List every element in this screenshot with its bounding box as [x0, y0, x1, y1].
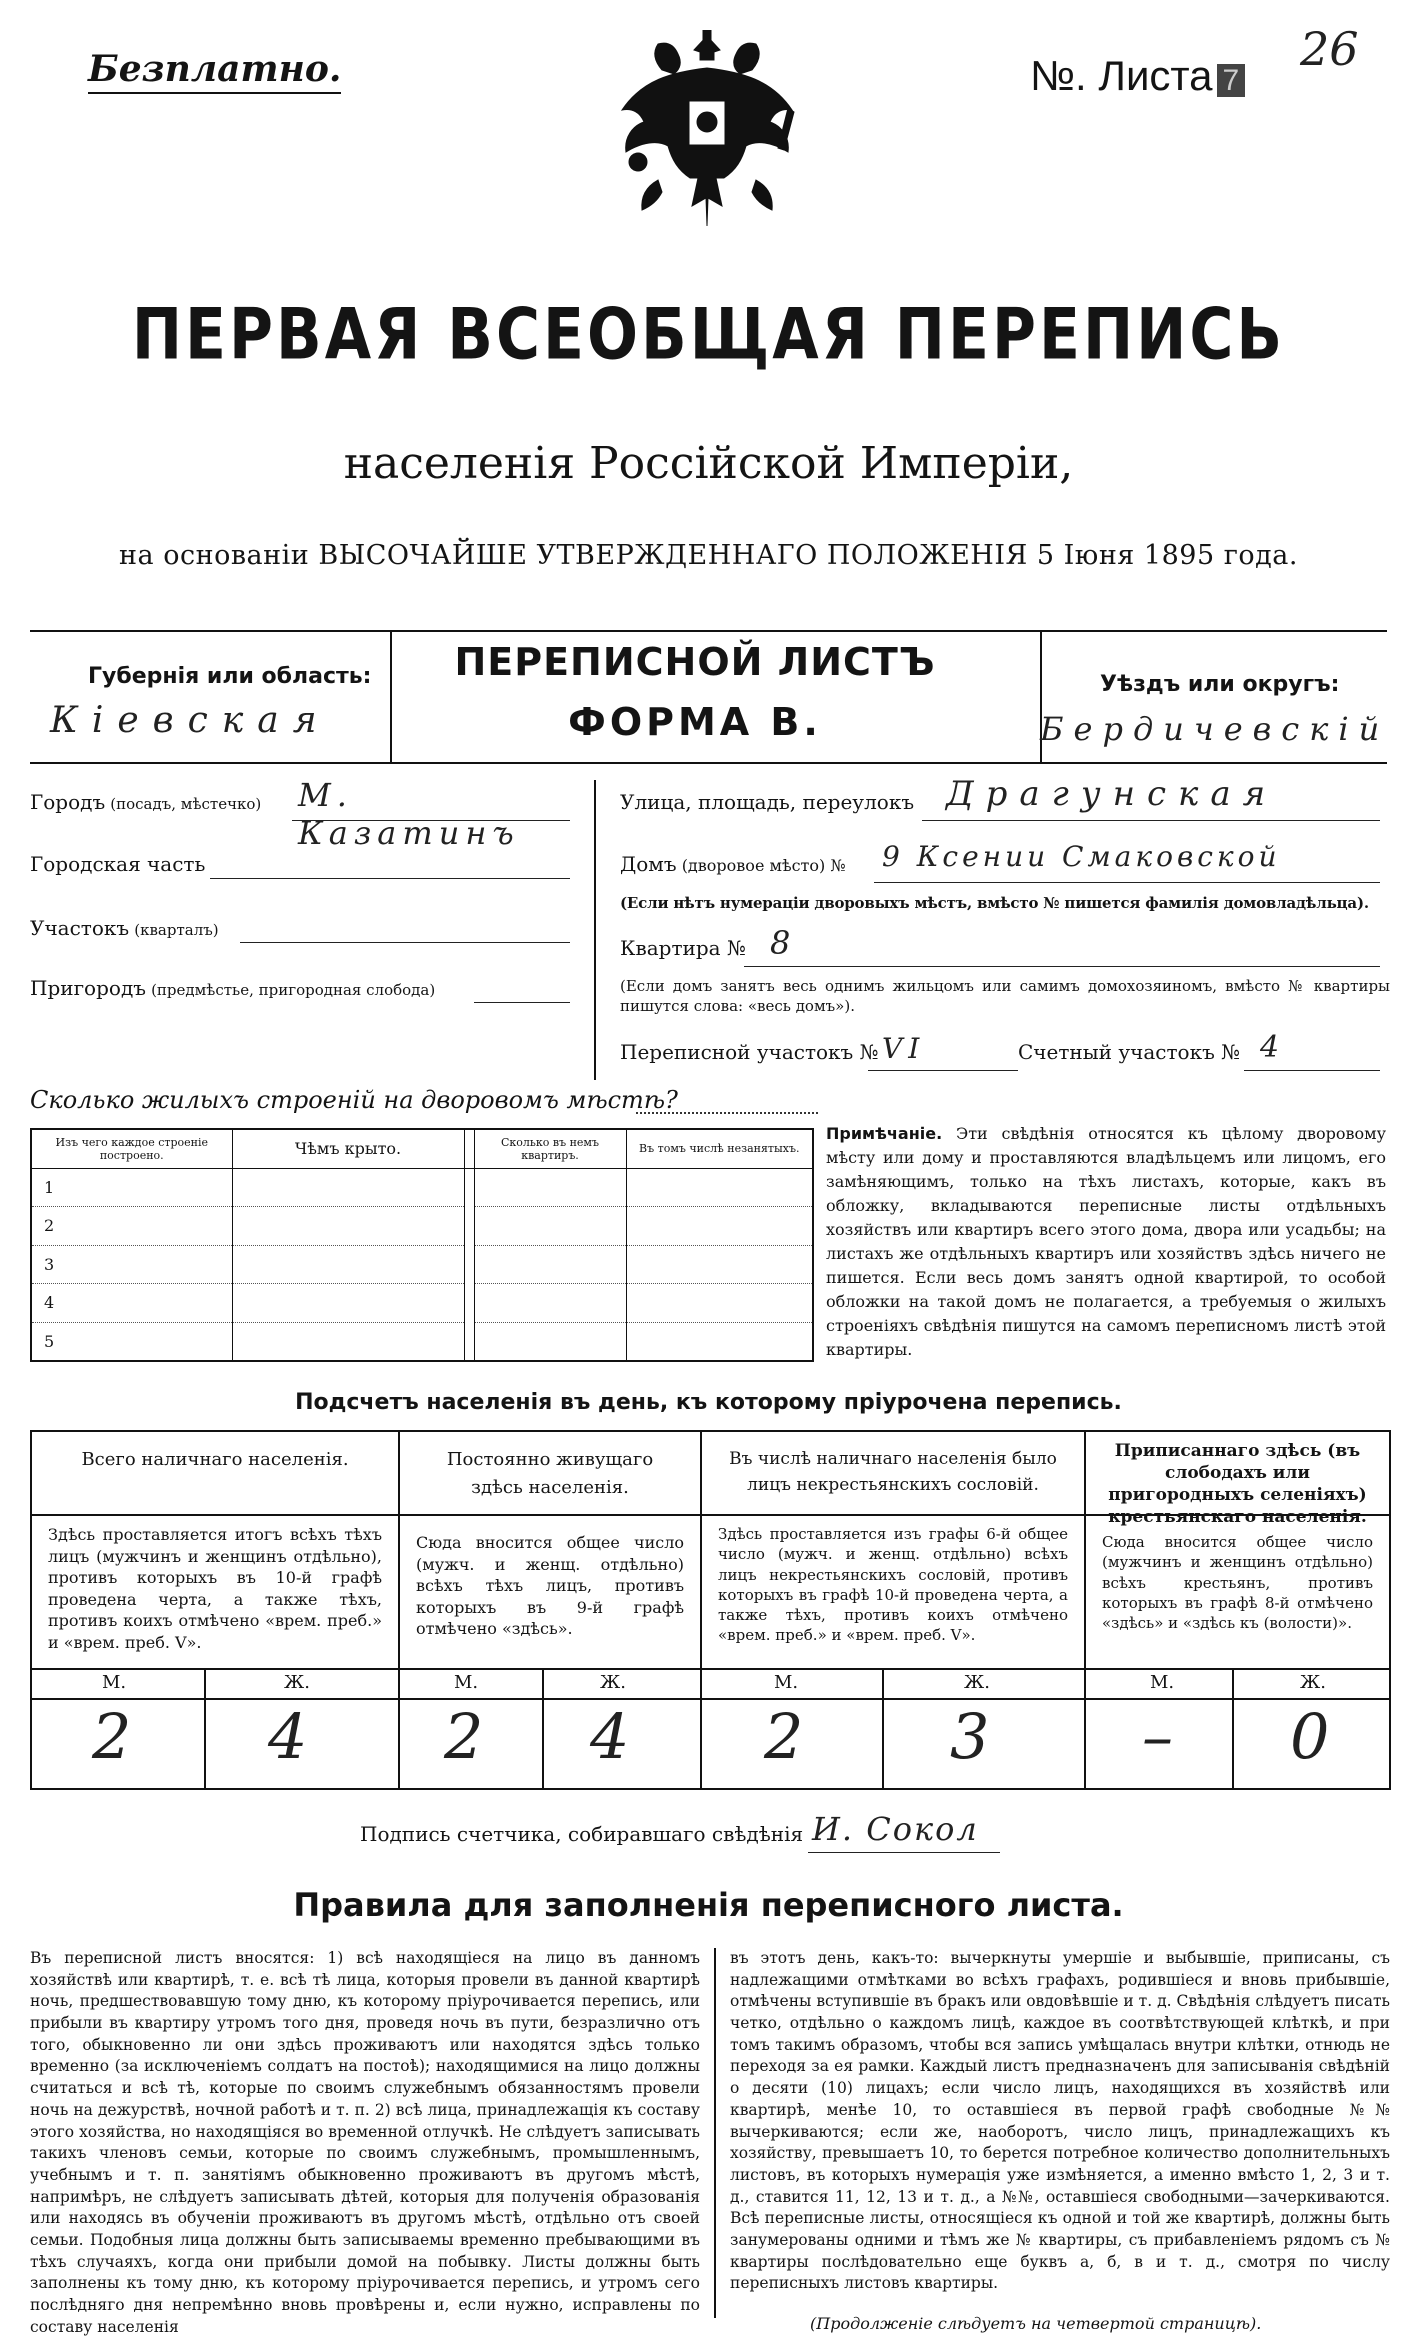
precinct-sub: (кварталъ)	[134, 921, 219, 939]
pop-col-heading: Постоянно живущаго здѣсь населенія.	[446, 1449, 654, 1498]
apt-note: (Если домъ занятъ весь однимъ жильцомъ или самимъ домохозяиномъ, вмѣсто № квартиры пишутся слова: «весь домъ»).	[620, 977, 1390, 1016]
male-label: М.	[774, 1672, 799, 1693]
buildings-note	[826, 1122, 1386, 1362]
female-label: Ж.	[1300, 1672, 1326, 1693]
rules-column-left: Въ переписной листъ вносятся: 1) всѣ находящіеся на лицо въ данномъ хозяйствѣ или квартирѣ, т. е. всѣ тѣ лица, которыя провели въ данной квартирѣ ночь, предшествовавшую тому дню, къ которому пріурочивается перепись, или прибыли въ квартиру утромъ того дня, проведя ночь въ пути, безразлично отъ того, обыкновенно ли они здѣсь проживаютъ или находятся здѣсь только временно (за исключеніемъ солдатъ на постоѣ); находящимися на лицо должны считаться и всѣ тѣ, которые по своимъ служебнымъ обязанностямъ провели ночь на дежурствѣ, ночной работѣ и т. п. 2) всѣ лица, принадлежащія къ составу этого хозяйства, но находящіяся во временной отлучкѣ. Не слѣдуетъ записывать такихъ членовъ семьи, которые по своимъ служебнымъ, промышленнымъ, учебнымъ и т. п. занятіямъ обыкновенно проживаютъ въ другомъ мѣстѣ, напримѣръ, не слѣдуетъ записывать дѣтей, которыя для полученія образованія или находясь въ обученіи проживаютъ въ другомъ мѣстѣ, отдѣльно отъ своей семьи. Подобныя лица должны быть записываемы временно пребывающими въ тѣхъ случаяхъ, когда они прибыли домой на побывку. Листы должны быть заполнены къ тому дню, къ которому пріурочивается перепись, и утромъ сего послѣдняго дня непремѣнно вновь провѣрены и, если нужно, исправлены по составу населенія	[30, 1949, 700, 2336]
male-label: М.	[102, 1672, 127, 1693]
count-section-label: Счетный участокъ №	[1018, 1040, 1241, 1064]
female-label: Ж.	[600, 1672, 626, 1693]
table-row: 1	[32, 1168, 232, 1207]
pop-male-value: 2	[92, 1700, 138, 1773]
signature-value: И. Сокол	[812, 1810, 979, 1848]
street-label: Улица, площадь, переулокъ	[620, 790, 915, 814]
apt-label: Квартира №	[620, 936, 746, 960]
province-value: Кіевская	[50, 700, 331, 741]
suburb-row	[30, 976, 570, 1008]
pop-col-text: Здѣсь проставляется изъ графы 6-й общее число (мужч. и женщ. отдѣльно) всѣхъ лицъ некрестьянскихъ сословій, противъ которыхъ въ графѣ 10-й проведена черта, а также тѣхъ, противъ коихъ отмѣчено «врем. преб.» и «врем. преб. V».	[718, 1525, 1068, 1645]
count-section-value: 4	[1260, 1030, 1286, 1065]
sections-row	[620, 1030, 1380, 1076]
signature-row	[360, 1810, 1000, 1862]
precinct-row	[30, 916, 570, 948]
street-value: Драгунская	[946, 774, 1278, 814]
pop-col-text: Сюда вносится общее число (мужч. и женщ. отдѣльно) всѣхъ тѣхъ лицъ, противъ которыхъ въ 9-й графѣ отмѣчено «здѣсь».	[416, 1533, 684, 1639]
sheet-number-struck: 7	[1217, 64, 1246, 97]
pop-col-heading: Всего наличнаго населенія.	[81, 1449, 349, 1470]
buildings-table	[30, 1128, 814, 1362]
col-roof: Чѣмъ крыто.	[232, 1130, 464, 1168]
house-label: Домъ	[620, 852, 677, 876]
main-title: ПЕРВАЯ ВСЕОБЩАЯ ПЕРЕПИСЬ	[131, 293, 1286, 377]
subtitle: населенія Россійской Имперіи,	[343, 438, 1074, 489]
pop-col-total	[32, 1432, 398, 1788]
table-row: 2	[32, 1207, 232, 1246]
note-text: Эти свѣдѣнія относятся къ цѣлому дворовому мѣсту или дому и проставляются владѣльцемъ или лицомъ, его замѣняющимъ, только на тѣхъ листахъ, которые, какъ въ обложку, вкладываются переписные листы отдѣльныхъ хозяйствъ или квартиръ всего этого дома, двора или усадьбы; на листахъ же отдѣльныхъ квартиръ или хозяйствъ здѣсь ничего не пишется. Если весь домъ занятъ одной квартирой, то особой обложки на такой домъ не полагается, а требуемыя о жилыхъ строеніяхъ свѣдѣнія пишутся на самомъ переписномъ листѣ этой квартиры.	[826, 1124, 1387, 1359]
district-value: Бердичевскій	[1040, 710, 1390, 748]
pop-male-value: –	[1142, 1700, 1179, 1773]
house-row	[620, 840, 1380, 888]
apt-row	[620, 924, 1380, 972]
house-sub: (дворовое мѣсто) №	[681, 856, 846, 875]
pop-col-heading: Приписаннаго здѣсь (въ слободахъ или пригородныхъ селеніяхъ) крестьянскаго населенія.	[1108, 1441, 1367, 1528]
district-label: Уѣздъ или округъ:	[1100, 672, 1340, 697]
pop-female-value: 4	[268, 1700, 314, 1773]
form-name: ФОРМА В.	[568, 700, 822, 744]
pop-female-value: 3	[950, 1700, 996, 1773]
suburb-sub: (предмѣстье, пригородная слобода)	[151, 981, 436, 999]
buildings-question: Сколько жилыхъ строеній на дворовомъ мѣстѣ?	[30, 1086, 678, 1114]
sheet-number-label: №. Листа	[1030, 52, 1213, 99]
city-part-row	[30, 852, 570, 884]
pop-col-peasant	[1086, 1432, 1389, 1788]
city-sub: (посадъ, мѣстечко)	[110, 795, 262, 813]
pop-male-value: 2	[764, 1700, 810, 1773]
apt-value: 8	[770, 924, 797, 962]
female-label: Ж.	[284, 1672, 310, 1693]
pop-col-heading: Въ числѣ наличнаго населенія было лицъ некрестьянскихъ сословій.	[729, 1449, 1057, 1496]
precinct-label: Участокъ	[30, 916, 130, 940]
col-material: Изъ чего каждое строеніе построено.	[32, 1130, 232, 1168]
signature-label: Подпись счетчика, собиравшаго свѣдѣнія	[360, 1822, 804, 1846]
pop-col-permanent	[400, 1432, 700, 1788]
basis-line: на основаніи ВЫСОЧАЙШЕ УТВЕРЖДЕННАГО ПОЛОЖЕНІЯ 5 Іюня 1895 года.	[119, 540, 1298, 571]
note-title: Примѣчаніе.	[826, 1124, 943, 1143]
city-part-label: Городская часть	[30, 852, 206, 876]
house-note: (Если нѣтъ нумераціи дворовыхъ мѣстъ, вмѣсто № пишется фамилія домовладѣльца).	[620, 894, 1369, 912]
suburb-label: Пригородъ	[30, 976, 146, 1000]
census-section-value: VI	[882, 1032, 926, 1065]
population-table	[30, 1430, 1391, 1790]
house-value: 9 Ксении Смаковской	[882, 840, 1281, 873]
city-value: М. Казатинъ	[298, 776, 520, 852]
pop-col-text: Здѣсь проставляется итогъ всѣхъ тѣхъ лицъ (мужчинъ и женщинъ отдѣльно), противъ которыхъ въ 10-й графѣ проведена черта, а также тѣхъ, противъ коихъ отмѣчено «врем. преб.» и «врем. преб. V».	[48, 1525, 382, 1652]
census-section-label: Переписной участокъ №	[620, 1040, 879, 1064]
male-label: М.	[454, 1672, 479, 1693]
col-vacant: Въ томъ числѣ незанятыхъ.	[626, 1130, 812, 1168]
pop-col-text: Сюда вносится общее число (мужчинъ и женщинъ отдѣльно) всѣхъ крестьянъ, противъ которыхъ въ графѣ 8-й отмѣчено «здѣсь» и «здѣсь къ (волости)».	[1102, 1533, 1373, 1632]
sheet-number-value: 26	[1300, 22, 1359, 76]
rules-divider	[714, 1948, 716, 2318]
rules-title: Правила для заполненія переписного листа.	[293, 1886, 1124, 1924]
city-label: Городъ	[30, 790, 106, 814]
rules-continued: (Продолженіе слѣдуетъ на четвертой страницѣ).	[810, 2314, 1262, 2333]
city-row	[30, 776, 570, 852]
table-row: 4	[32, 1284, 232, 1323]
pop-female-value: 4	[590, 1700, 636, 1773]
free-label: Безплатно.	[88, 48, 341, 94]
population-title: Подсчетъ населенія въ день, къ которому пріурочена перепись.	[295, 1390, 1122, 1415]
pop-female-value: 0	[1290, 1700, 1336, 1773]
sheet-number	[1030, 52, 1245, 100]
address-divider	[594, 780, 596, 1080]
table-row: 5	[32, 1322, 232, 1360]
rules-column-right: въ этотъ день, какъ-то: вычеркнуты умершіе и выбывшіе, приписаны, съ надлежащими отмѣтками во всѣхъ графахъ, родившіеся и вновь прибывшіе, отмѣчены вступившіе въ бракъ или овдовѣвшіе и т. д. Свѣдѣнія слѣдуетъ писать четко, отдѣльно о каждомъ лицѣ, каждое въ соотвѣтствующей клѣткѣ, и при томъ такимъ образомъ, чтобы вся запись умѣщалась внутри клѣтки, отнюдь не переходя за ея рамки. Каждый листъ предназначенъ для записыванія свѣдѣній о десяти (10) лицахъ; если число лицъ, находящихся въ хозяйствѣ или квартирѣ, менѣе 10, то оставшіеся въ первой графѣ свободные №№ вычеркиваются; если же, наоборотъ, число лицъ, принадлежащихъ къ хозяйству, превышаетъ 10, то берется потребное количество дополнительныхъ листовъ, въ которыхъ нумерація уже измѣняется, а именно вмѣсто 1, 2, 3 и т. д., ставится 11, 12, 13 и т. д., а №№, оставшіеся свободными—зачеркиваются. Всѣ переписные листы, относящіеся къ одной и той же квартирѣ, должны быть занумерованы одними и тѣмъ же № квартиры, съ прибавленіемъ рядомъ съ № квартиры послѣдовательно еще буквъ а, б, в и т. д., смотря по числу переписныхъ листовъ квартиры.	[730, 1949, 1390, 2293]
female-label: Ж.	[964, 1672, 990, 1693]
coat-of-arms-emblem	[602, 30, 812, 240]
street-row	[620, 774, 1380, 826]
male-label: М.	[1150, 1672, 1175, 1693]
form-title: ПЕРЕПИСНОЙ ЛИСТЪ	[454, 640, 936, 684]
table-row: 3	[32, 1245, 232, 1284]
col-apartments: Сколько въ немъ квартиръ.	[474, 1130, 626, 1168]
pop-male-value: 2	[444, 1700, 490, 1773]
pop-col-non-peasant	[702, 1432, 1084, 1788]
province-label: Губернія или область:	[88, 664, 372, 689]
